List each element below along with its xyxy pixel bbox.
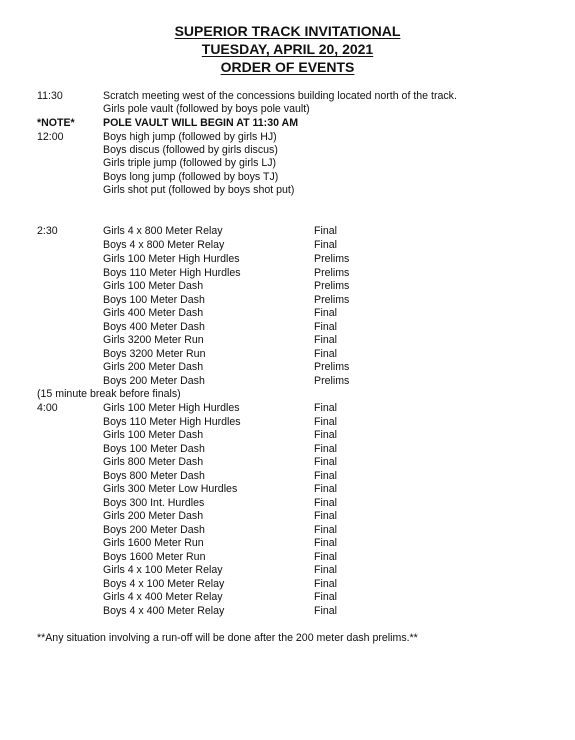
event-round: Final bbox=[314, 334, 337, 346]
event-name: Boys 100 Meter Dash bbox=[103, 443, 205, 455]
event-name: Girls 800 Meter Dash bbox=[103, 456, 204, 468]
event-round: Final bbox=[314, 402, 337, 414]
schedule-row bbox=[0, 183, 575, 197]
event-round: Final bbox=[314, 321, 337, 333]
schedule-row bbox=[0, 360, 575, 374]
schedule-row bbox=[0, 374, 575, 388]
event-round: Final bbox=[314, 578, 337, 590]
event-round: Prelims bbox=[314, 361, 350, 373]
schedule-row bbox=[0, 238, 575, 252]
event-round: Final bbox=[314, 537, 337, 549]
event-name: Boys 4 x 100 Meter Relay bbox=[103, 578, 225, 590]
schedule-row bbox=[0, 279, 575, 293]
event-name: Boys 200 Meter Dash bbox=[103, 375, 205, 387]
event-round: Final bbox=[314, 524, 337, 536]
event-time: *NOTE* bbox=[37, 117, 75, 129]
event-name: Girls triple jump (followed by girls LJ) bbox=[103, 157, 277, 169]
event-name: Boys 4 x 400 Meter Relay bbox=[103, 605, 225, 617]
event-round: Final bbox=[314, 239, 337, 251]
schedule-row bbox=[0, 428, 575, 442]
event-name: Girls 4 x 800 Meter Relay bbox=[103, 225, 223, 237]
event-name: Boys 1600 Meter Run bbox=[103, 551, 206, 563]
event-name: Girls 200 Meter Dash bbox=[103, 361, 204, 373]
meet-date: TUESDAY, APRIL 20, 2021 bbox=[201, 41, 374, 57]
event-name: Boys 200 Meter Dash bbox=[103, 524, 205, 536]
event-name: Girls 100 Meter Dash bbox=[103, 429, 204, 441]
event-round: Final bbox=[314, 483, 337, 495]
event-round: Prelims bbox=[314, 253, 350, 265]
event-name: Boys 100 Meter Dash bbox=[103, 294, 205, 306]
event-name: Boys 300 Int. Hurdles bbox=[103, 497, 205, 509]
schedule-row bbox=[0, 590, 575, 604]
schedule-row bbox=[0, 523, 575, 537]
schedule-row bbox=[0, 102, 575, 116]
event-round: Prelims bbox=[314, 280, 350, 292]
event-round: Final bbox=[314, 551, 337, 563]
event-time: 4:00 bbox=[37, 402, 58, 414]
event-round: Prelims bbox=[314, 267, 350, 279]
schedule-row bbox=[0, 455, 575, 469]
schedule-row bbox=[0, 401, 575, 415]
event-name: Girls 400 Meter Dash bbox=[103, 307, 204, 319]
schedule-row bbox=[0, 469, 575, 483]
schedule-row bbox=[0, 266, 575, 280]
schedule-row bbox=[0, 387, 575, 401]
event-name: Girls 1600 Meter Run bbox=[103, 537, 204, 549]
schedule-row bbox=[0, 333, 575, 347]
event-round: Final bbox=[314, 456, 337, 468]
schedule-row bbox=[0, 89, 575, 103]
event-round: Final bbox=[314, 470, 337, 482]
event-round: Final bbox=[314, 429, 337, 441]
schedule-row bbox=[0, 252, 575, 266]
event-time: (15 minute break before finals) bbox=[37, 388, 181, 400]
event-name: Girls 4 x 400 Meter Relay bbox=[103, 591, 223, 603]
schedule-row bbox=[0, 509, 575, 523]
schedule-row bbox=[0, 170, 575, 184]
event-name: POLE VAULT WILL BEGIN AT 11:30 AM bbox=[103, 117, 299, 129]
event-name: Girls 4 x 100 Meter Relay bbox=[103, 564, 223, 576]
schedule-row bbox=[0, 415, 575, 429]
event-name: Boys 400 Meter Dash bbox=[103, 321, 205, 333]
schedule-row bbox=[0, 347, 575, 361]
event-time: 12:00 bbox=[37, 131, 64, 143]
event-name: Girls 100 Meter Dash bbox=[103, 280, 204, 292]
schedule-row bbox=[0, 577, 575, 591]
schedule-row bbox=[0, 156, 575, 170]
schedule-row bbox=[0, 496, 575, 510]
event-round: Final bbox=[314, 225, 337, 237]
event-time: 11:30 bbox=[37, 90, 63, 102]
document-header bbox=[0, 22, 575, 76]
schedule-row bbox=[0, 536, 575, 550]
schedule-row bbox=[0, 130, 575, 144]
schedule-row bbox=[0, 563, 575, 577]
event-name: Boys 110 Meter High Hurdles bbox=[103, 267, 241, 279]
event-time: 2:30 bbox=[37, 225, 58, 237]
event-name: Girls 100 Meter High Hurdles bbox=[103, 253, 240, 265]
event-name: Boys 4 x 800 Meter Relay bbox=[103, 239, 225, 251]
event-round: Prelims bbox=[314, 294, 350, 306]
schedule-row bbox=[0, 320, 575, 334]
order-of-events-heading: ORDER OF EVENTS bbox=[220, 59, 355, 75]
event-round: Final bbox=[314, 564, 337, 576]
event-round: Prelims bbox=[314, 375, 350, 387]
schedule-row bbox=[0, 604, 575, 618]
schedule-row bbox=[0, 482, 575, 496]
event-round: Final bbox=[314, 443, 337, 455]
schedule-row bbox=[0, 550, 575, 564]
meet-title: SUPERIOR TRACK INVITATIONAL bbox=[174, 23, 401, 39]
event-name: Scratch meeting west of the concessions building located north of the track. bbox=[103, 90, 457, 102]
event-name: Girls 3200 Meter Run bbox=[103, 334, 204, 346]
event-name: Girls 200 Meter Dash bbox=[103, 510, 204, 522]
event-name: Boys 110 Meter High Hurdles bbox=[103, 416, 241, 428]
schedule-row bbox=[0, 224, 575, 238]
event-name: Boys long jump (followed by boys TJ) bbox=[103, 171, 279, 183]
event-round: Final bbox=[314, 348, 337, 360]
event-round: Final bbox=[314, 497, 337, 509]
event-name: Boys discus (followed by girls discus) bbox=[103, 144, 278, 156]
event-round: Final bbox=[314, 510, 337, 522]
schedule-row bbox=[0, 143, 575, 157]
event-round: Final bbox=[314, 307, 337, 319]
schedule-row bbox=[0, 306, 575, 320]
event-round: Final bbox=[314, 416, 337, 428]
footnote: **Any situation involving a run-off will be done after the 200 meter dash prelims.** bbox=[37, 632, 418, 644]
schedule-row bbox=[0, 293, 575, 307]
event-name: Girls 300 Meter Low Hurdles bbox=[103, 483, 238, 495]
schedule-row bbox=[0, 116, 575, 130]
event-name: Boys 3200 Meter Run bbox=[103, 348, 206, 360]
schedule-row bbox=[0, 442, 575, 456]
event-round: Final bbox=[314, 605, 337, 617]
event-name: Girls shot put (followed by boys shot put) bbox=[103, 184, 295, 196]
event-round: Final bbox=[314, 591, 337, 603]
event-name: Boys high jump (followed by girls HJ) bbox=[103, 131, 277, 143]
event-name: Boys 800 Meter Dash bbox=[103, 470, 205, 482]
event-name: Girls 100 Meter High Hurdles bbox=[103, 402, 240, 414]
event-name: Girls pole vault (followed by boys pole vault) bbox=[103, 103, 310, 115]
